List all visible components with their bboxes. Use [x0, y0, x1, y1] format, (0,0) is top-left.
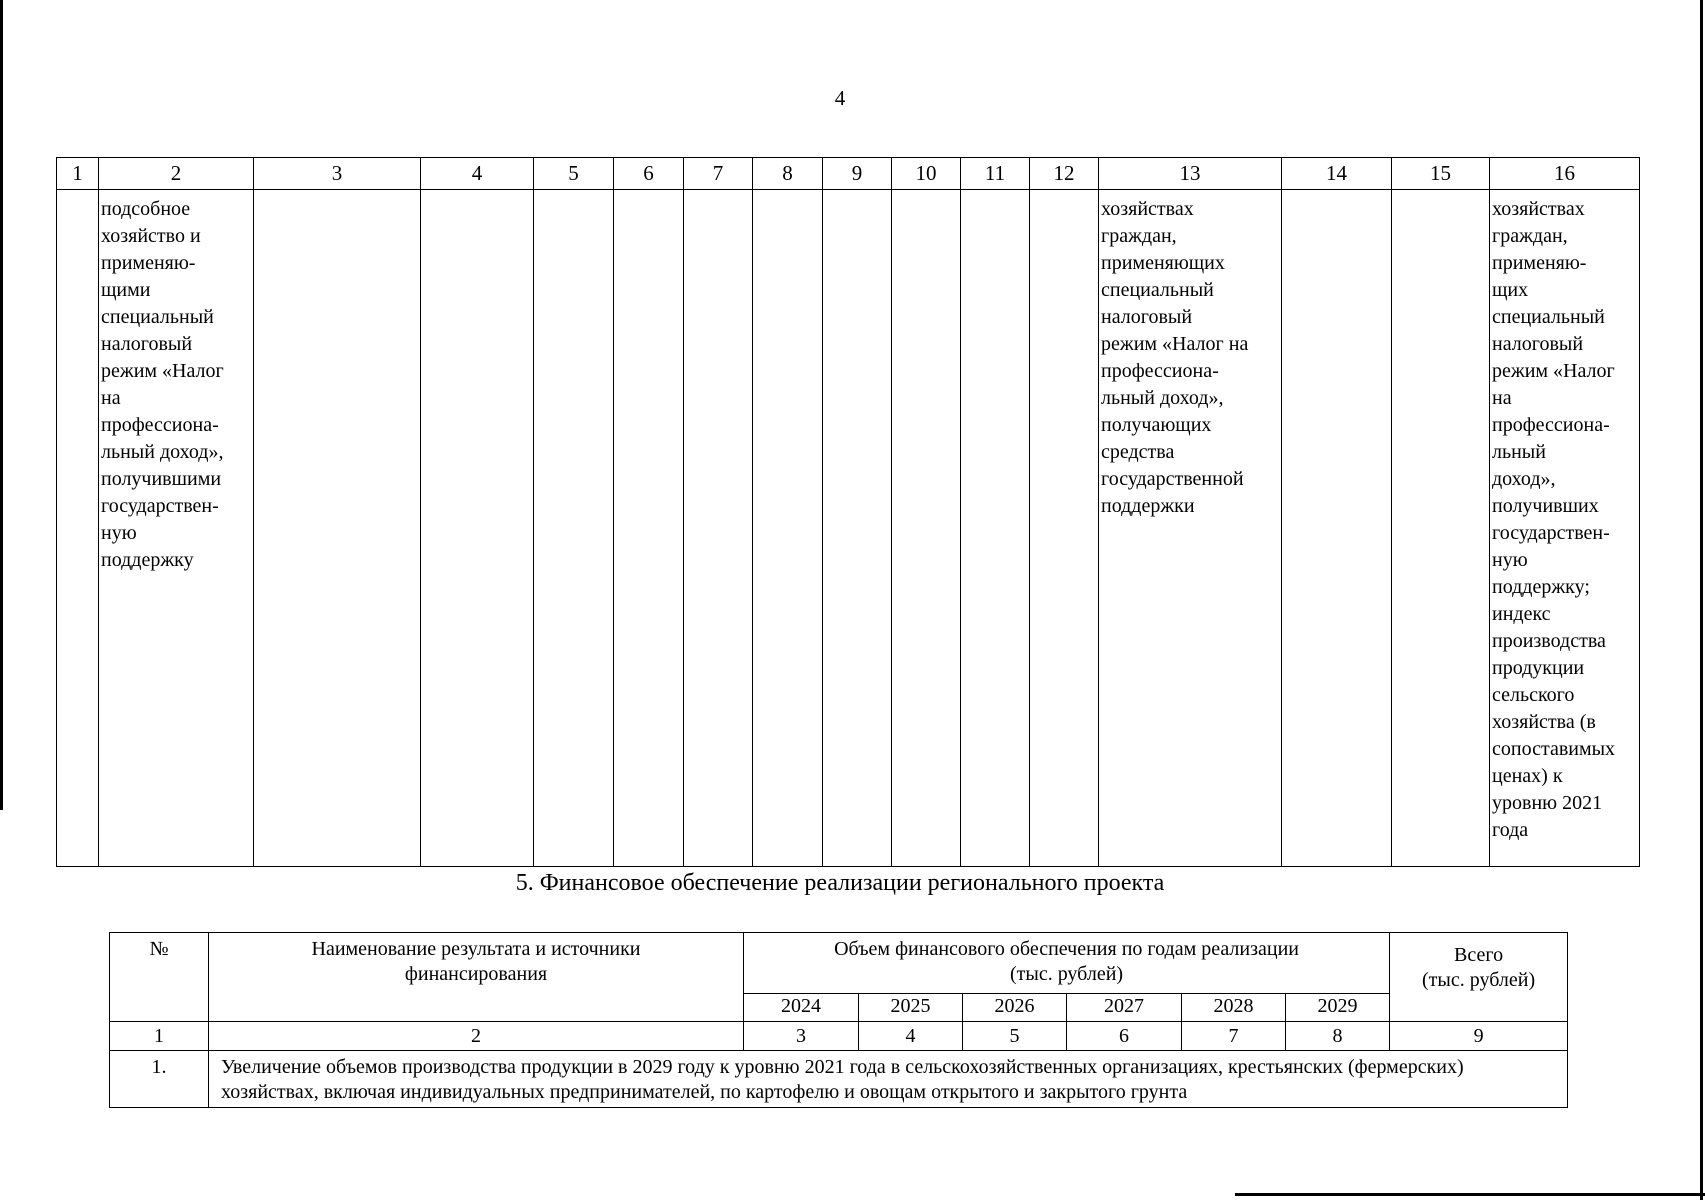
column-number: 8	[1286, 1022, 1390, 1051]
section-title: 5. Финансовое обеспечение реализации регионального проекта	[515, 870, 1165, 896]
year-cell: 2028	[1182, 994, 1286, 1022]
table-cell	[254, 190, 421, 867]
table-cell	[684, 190, 753, 867]
table-cell	[961, 190, 1030, 867]
scan-edge-bottom	[1235, 1193, 1705, 1196]
column-number: 15	[1392, 158, 1490, 190]
header-volume: Объем финансового обеспечения по годам реализации (тыс. рублей)	[744, 933, 1390, 994]
table-cell	[1099, 190, 1282, 867]
continuation-row	[57, 190, 1640, 867]
table-cell	[99, 190, 254, 867]
column-number: 12	[1030, 158, 1099, 190]
column-number: 10	[892, 158, 961, 190]
year-cell: 2029	[1286, 994, 1390, 1022]
column-number: 11	[961, 158, 1030, 190]
year-cell: 2026	[963, 994, 1067, 1022]
column-number-row	[57, 158, 1640, 190]
column-number: 4	[859, 1022, 963, 1051]
column-number: 7	[1182, 1022, 1286, 1051]
year-cell: 2027	[1067, 994, 1182, 1022]
scan-edge-right	[1700, 0, 1703, 1200]
scan-edge-left	[0, 0, 3, 810]
column-number: 8	[753, 158, 823, 190]
year-cell: 2024	[744, 994, 859, 1022]
financing-table	[109, 932, 1568, 1108]
table-cell	[753, 190, 823, 867]
table-cell	[892, 190, 961, 867]
column-number: 3	[744, 1022, 859, 1051]
table-cell	[1490, 190, 1640, 867]
column-number: 6	[1067, 1022, 1182, 1051]
header-row	[110, 933, 1568, 994]
table-cell	[421, 190, 534, 867]
header-name: Наименование результата и источники финансирования	[209, 933, 744, 1022]
table-cell	[1392, 190, 1490, 867]
column-number: 6	[614, 158, 684, 190]
column-number-row	[110, 1022, 1568, 1051]
table-cell	[57, 190, 99, 867]
column-number: 7	[684, 158, 753, 190]
column-16-text: хозяйствах граждан, применяю- щих специальный налоговый режим «Налог на профессиона- льный доход», получивших государствен- ную поддержку; индекс производства продукции сельского хозяйства (в сопоставимых ценах) к уровню 2021 года	[1492, 198, 1616, 841]
result-row	[110, 1051, 1568, 1108]
column-number: 3	[254, 158, 421, 190]
column-number: 5	[534, 158, 614, 190]
table-cell	[534, 190, 614, 867]
page-number: 4	[834, 86, 846, 110]
column-number: 4	[421, 158, 534, 190]
column-2-text: подсобное хозяйство и применяю- щими специальный налоговый режим «Налог на профессиона- льный доход», получившими государствен- ную поддержку	[101, 198, 224, 571]
year-cell: 2025	[859, 994, 963, 1022]
result-description: Увеличение объемов производства продукции в 2029 году к уровню 2021 года в сельскохозяйственных организациях, крестьянских (фермерских) хозяйствах, включая индивидуальных предпринимателей, по картофелю и овощам открытого и закрытого грунта	[209, 1051, 1568, 1108]
column-number: 9	[823, 158, 892, 190]
table-cell	[614, 190, 684, 867]
column-number: 1	[110, 1022, 209, 1051]
column-number: 2	[99, 158, 254, 190]
table-cell	[823, 190, 892, 867]
column-13-text: хозяйствах граждан, применяющих специальный налоговый режим «Налог на профессиона- льный доход», получающих средства государственной поддержки	[1101, 198, 1249, 517]
column-number: 5	[963, 1022, 1067, 1051]
row-number: 1.	[110, 1051, 209, 1108]
header-total: Всего (тыс. рублей)	[1390, 933, 1568, 1022]
table-cell	[1030, 190, 1099, 867]
column-number: 14	[1282, 158, 1392, 190]
table-cell	[1282, 190, 1392, 867]
header-number: №	[110, 933, 209, 1022]
column-number: 13	[1099, 158, 1282, 190]
column-number: 1	[57, 158, 99, 190]
column-number: 16	[1490, 158, 1640, 190]
continuation-table	[56, 157, 1640, 867]
column-number: 9	[1390, 1022, 1568, 1051]
column-number: 2	[209, 1022, 744, 1051]
